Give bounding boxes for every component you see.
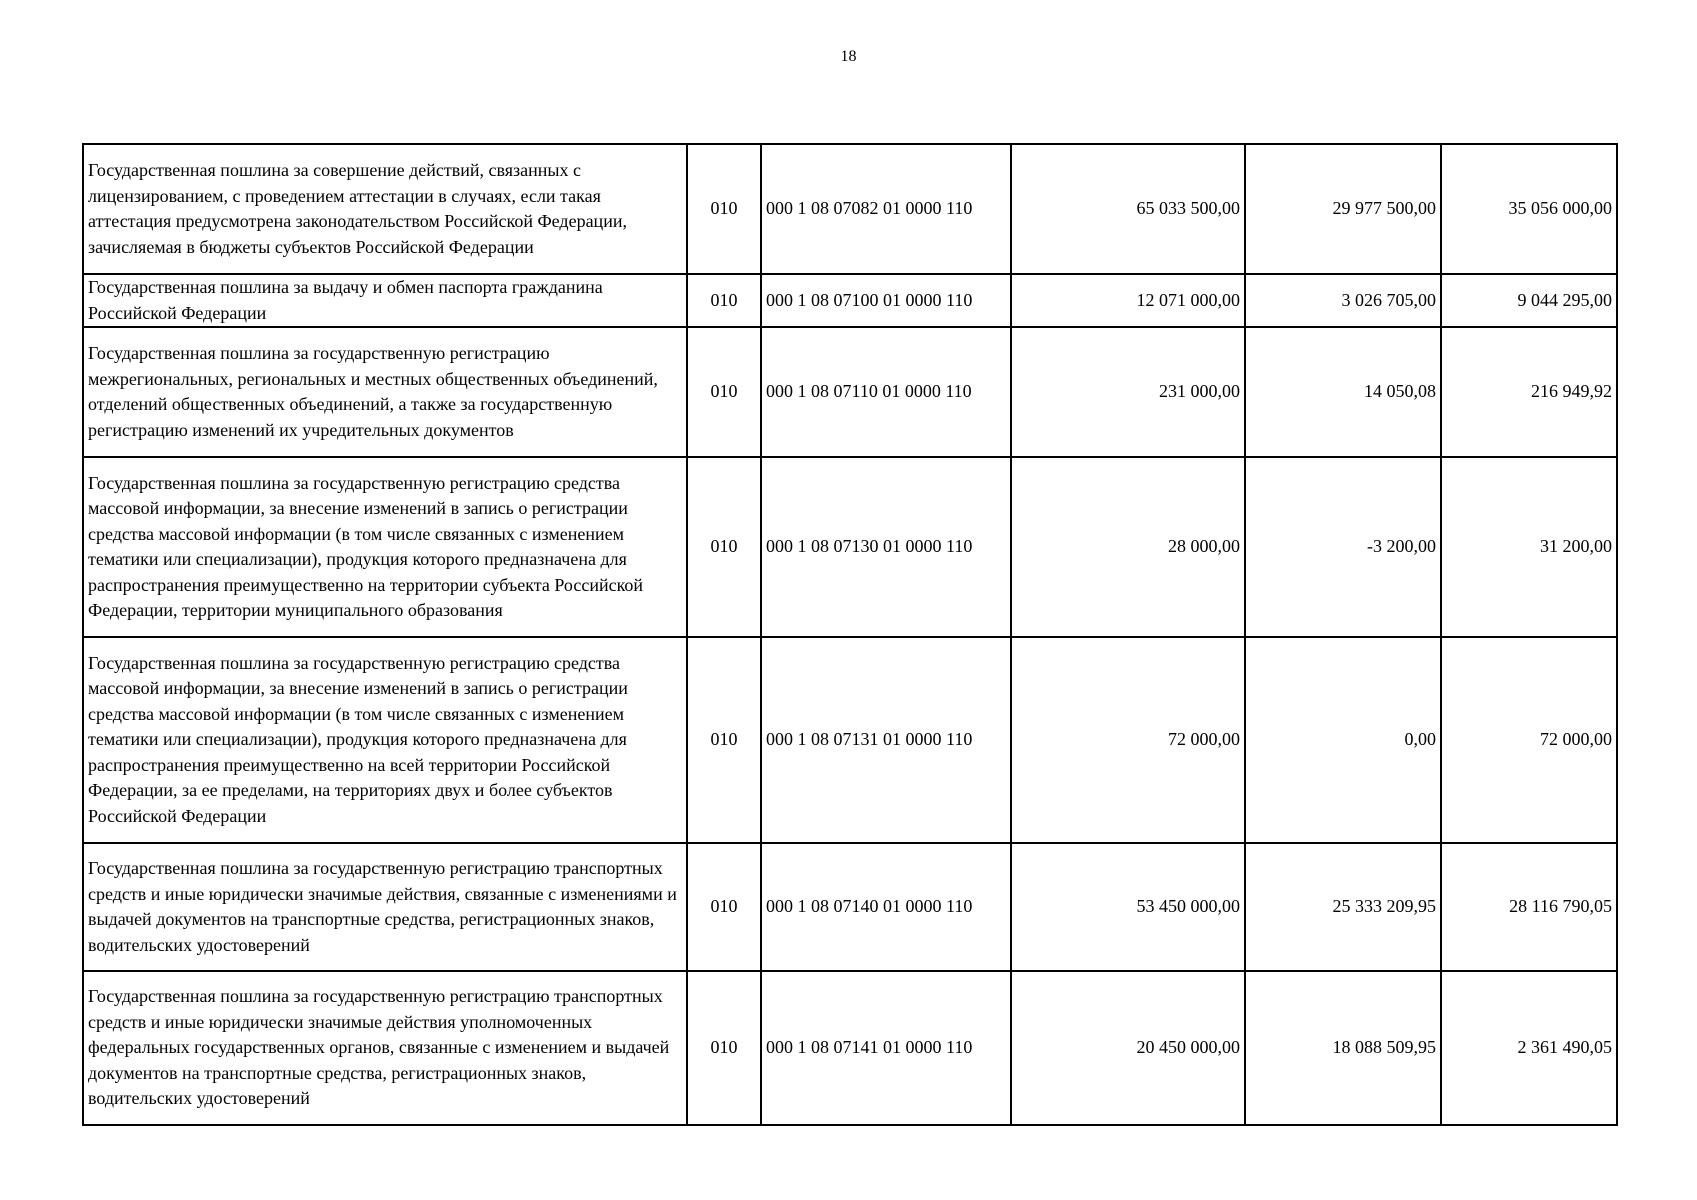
row-executed: 14 050,08 (1245, 327, 1441, 457)
row-budget-code: 000 1 08 07131 01 0000 110 (761, 637, 1011, 843)
table-row (83, 843, 1617, 971)
row-name: Государственная пошлина за государственную регистрацию транспортных средств и иные юридически значимые действия уполномоченных федеральных государственных органов, связанные с изменением и выдачей документов на транспортные средства, регистрационных знаков, водительских удостоверений (83, 971, 687, 1125)
row-name: Государственная пошлина за государственную регистрацию средства массовой информации, за внесение изменений в запись о регистрации средства массовой информации (в том числе связанных с изменением тематики или специализации), продукция которого предназначена для распространения преимущественно на всей территории Российской Федерации, за ее пределами, на территориях двух и более субъектов Российской Федерации (83, 637, 687, 843)
row-unexecuted: 9 044 295,00 (1441, 274, 1617, 327)
row-name: Государственная пошлина за государственную регистрацию межрегиональных, региональных и местных общественных объединений, отделений общественных объединений, а также за государственную регистрацию изменений их учредительных документов (83, 327, 687, 457)
page-number: 18 (840, 48, 857, 65)
row-executed: 25 333 209,95 (1245, 843, 1441, 971)
row-approved: 72 000,00 (1011, 637, 1245, 843)
table-row (83, 144, 1617, 274)
row-line-code: 010 (687, 274, 761, 327)
table-row (83, 274, 1617, 327)
row-budget-code: 000 1 08 07100 01 0000 110 (761, 274, 1011, 327)
row-budget-code: 000 1 08 07141 01 0000 110 (761, 971, 1011, 1125)
row-approved: 20 450 000,00 (1011, 971, 1245, 1125)
row-executed: 29 977 500,00 (1245, 144, 1441, 274)
table-row (83, 457, 1617, 637)
row-line-code: 010 (687, 843, 761, 971)
table-row (83, 637, 1617, 843)
row-approved: 12 071 000,00 (1011, 274, 1245, 327)
row-line-code: 010 (687, 971, 761, 1125)
row-unexecuted: 216 949,92 (1441, 327, 1617, 457)
row-line-code: 010 (687, 457, 761, 637)
row-executed: 0,00 (1245, 637, 1441, 843)
row-budget-code: 000 1 08 07110 01 0000 110 (761, 327, 1011, 457)
row-name: Государственная пошлина за выдачу и обмен паспорта гражданина Российской Федерации (83, 274, 687, 327)
row-name: Государственная пошлина за государственную регистрацию транспортных средств и иные юридически значимые действия, связанные с изменениями и выдачей документов на транспортные средства, регистрационных знаков, водительских удостоверений (83, 843, 687, 971)
table-row (83, 327, 1617, 457)
row-executed: 18 088 509,95 (1245, 971, 1441, 1125)
row-unexecuted: 28 116 790,05 (1441, 843, 1617, 971)
row-unexecuted: 35 056 000,00 (1441, 144, 1617, 274)
row-executed: 3 026 705,00 (1245, 274, 1441, 327)
row-unexecuted: 72 000,00 (1441, 637, 1617, 843)
row-line-code: 010 (687, 144, 761, 274)
row-line-code: 010 (687, 637, 761, 843)
row-budget-code: 000 1 08 07140 01 0000 110 (761, 843, 1011, 971)
row-budget-code: 000 1 08 07082 01 0000 110 (761, 144, 1011, 274)
row-approved: 231 000,00 (1011, 327, 1245, 457)
revenue-table (82, 143, 1618, 1126)
row-approved: 65 033 500,00 (1011, 144, 1245, 274)
row-budget-code: 000 1 08 07130 01 0000 110 (761, 457, 1011, 637)
table-row (83, 971, 1617, 1125)
row-line-code: 010 (687, 327, 761, 457)
row-unexecuted: 31 200,00 (1441, 457, 1617, 637)
row-unexecuted: 2 361 490,05 (1441, 971, 1617, 1125)
row-approved: 53 450 000,00 (1011, 843, 1245, 971)
row-executed: -3 200,00 (1245, 457, 1441, 637)
row-name: Государственная пошлина за государственную регистрацию средства массовой информации, за внесение изменений в запись о регистрации средства массовой информации (в том числе связанных с изменением тематики или специализации), продукция которого предназначена для распространения преимущественно на территории субъекта Российской Федерации, территории муниципального образования (83, 457, 687, 637)
row-name: Государственная пошлина за совершение действий, связанных с лицензированием, с проведением аттестации в случаях, если такая аттестация предусмотрена законодательством Российской Федерации, зачисляемая в бюджеты субъектов Российской Федерации (83, 144, 687, 274)
row-approved: 28 000,00 (1011, 457, 1245, 637)
